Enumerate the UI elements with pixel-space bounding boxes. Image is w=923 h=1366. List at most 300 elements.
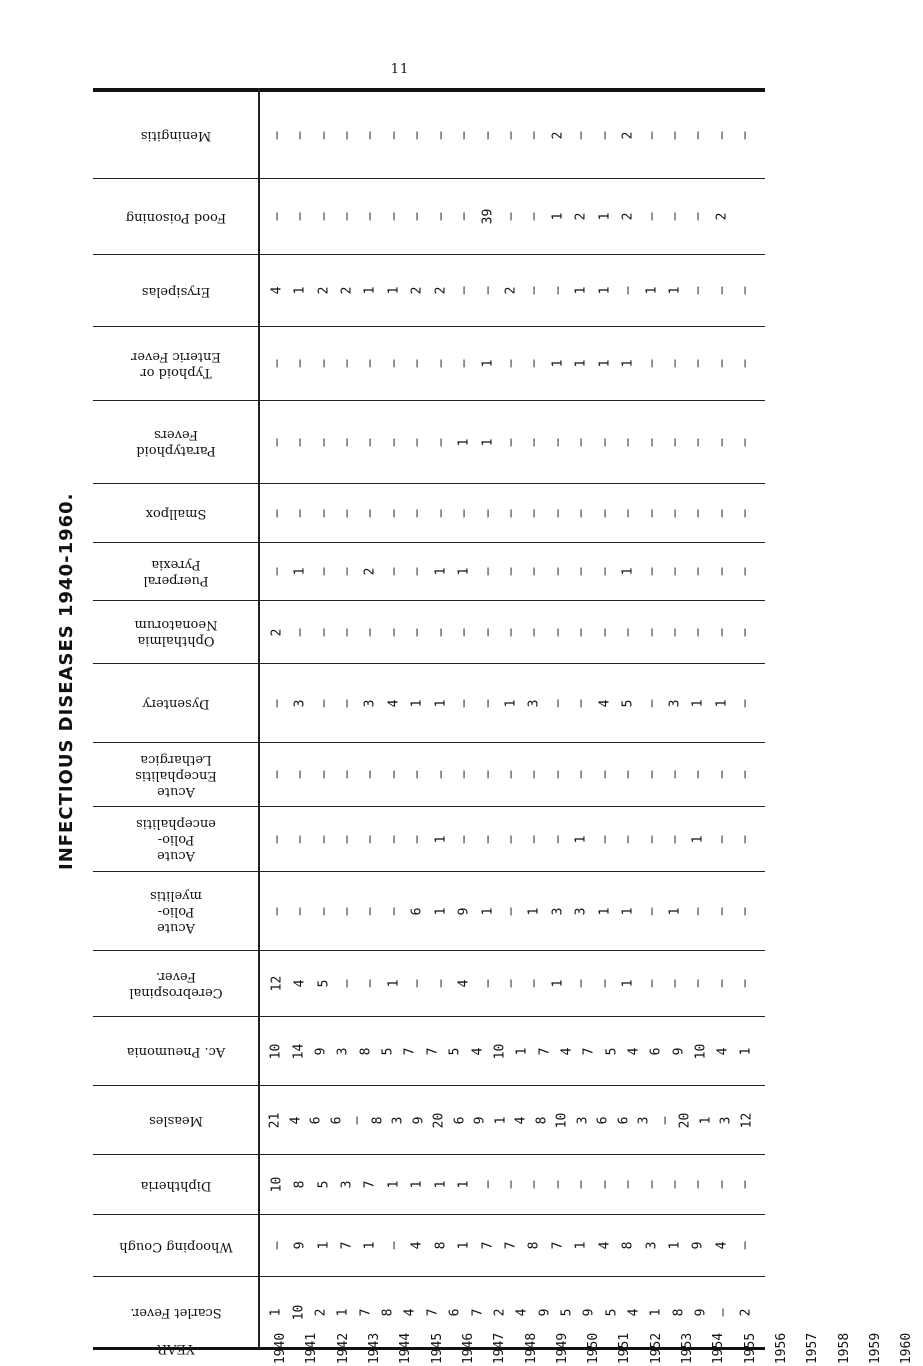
cell-value: — xyxy=(503,907,519,915)
table-cell xyxy=(616,1155,639,1214)
row-header xyxy=(93,1215,258,1276)
cell-value: 1 xyxy=(480,438,496,446)
table-cell xyxy=(382,1155,405,1214)
table-bottom-rule xyxy=(93,1347,765,1350)
cell-value: 1 xyxy=(526,907,542,915)
cell-value: — xyxy=(456,359,472,368)
cell-value: — xyxy=(339,438,355,446)
cell-value: 6 xyxy=(616,1116,632,1124)
row-values xyxy=(265,1155,757,1214)
table-cell xyxy=(476,743,499,806)
row-values xyxy=(265,1017,757,1085)
cell-value: 1 xyxy=(667,907,683,915)
cell-value: 1 xyxy=(503,699,519,707)
table-cell xyxy=(429,484,452,542)
table-cell xyxy=(523,664,546,742)
cell-value: — xyxy=(456,212,472,221)
table-cell xyxy=(614,1086,635,1154)
cell-value: 3 xyxy=(292,699,308,707)
table-cell xyxy=(710,807,733,871)
cell-value: — xyxy=(362,212,378,221)
table-cell xyxy=(429,1086,450,1154)
cell-value: — xyxy=(643,907,659,915)
table-cell xyxy=(616,807,639,871)
cell-value: — xyxy=(456,835,472,843)
cell-value: — xyxy=(433,628,449,636)
table-cell xyxy=(710,255,733,326)
table-cell xyxy=(470,1086,491,1154)
table-cell xyxy=(663,179,686,254)
table-cell xyxy=(499,1155,522,1214)
header-line: Acute xyxy=(156,920,195,935)
cell-value: — xyxy=(362,131,378,139)
cell-value: — xyxy=(409,770,425,779)
cell-value: — xyxy=(480,131,496,139)
table-row xyxy=(93,1276,765,1347)
cell-value: 4 xyxy=(714,1241,730,1250)
table-cell xyxy=(616,179,639,254)
cell-value: — xyxy=(667,438,683,446)
cell-value: 5 xyxy=(620,699,636,707)
cell-value: 2 xyxy=(433,286,449,295)
row-values xyxy=(265,664,757,742)
cell-value: — xyxy=(526,979,542,988)
cell-value: — xyxy=(339,699,355,707)
table-cell xyxy=(663,743,686,806)
cell-value: — xyxy=(667,979,683,988)
header-line: Puerperal xyxy=(142,572,209,588)
cell-value: — xyxy=(433,131,449,139)
cell-value: — xyxy=(386,567,402,576)
cell-value: 1 xyxy=(714,699,730,707)
cell-value: 10 xyxy=(693,1043,709,1059)
table-cell xyxy=(593,951,616,1016)
table-cell xyxy=(476,255,499,326)
table-cell xyxy=(429,601,452,663)
row-header xyxy=(93,1086,258,1154)
cell-value: 10 xyxy=(268,1043,284,1059)
cell-value: 2 xyxy=(492,1308,508,1316)
cell-value: — xyxy=(690,907,706,915)
row-header-label xyxy=(125,209,225,225)
table-cell xyxy=(406,179,429,254)
cell-value: — xyxy=(480,628,496,636)
cell-value: — xyxy=(316,359,332,368)
cell-value: — xyxy=(667,770,683,779)
header-line: Erysipelas xyxy=(141,283,210,299)
table-cell xyxy=(476,543,499,600)
cell-value: — xyxy=(292,770,308,779)
table-cell xyxy=(335,872,358,950)
cell-value: 1 xyxy=(738,1047,754,1055)
table-cell xyxy=(616,92,639,178)
table-cell xyxy=(523,1155,546,1214)
table-cell xyxy=(690,1017,712,1085)
cell-value: — xyxy=(503,770,519,779)
cell-value: — xyxy=(480,699,496,707)
cell-value: 4 xyxy=(409,1241,425,1250)
cell-value: — xyxy=(690,212,706,221)
table-cell xyxy=(687,92,710,178)
table-cell xyxy=(569,401,592,483)
table-cell xyxy=(335,401,358,483)
table-cell xyxy=(476,1155,499,1214)
table-cell xyxy=(359,179,382,254)
table-cell xyxy=(429,951,452,1016)
cell-value: — xyxy=(737,1180,753,1189)
row-header-label xyxy=(140,1177,211,1193)
cell-value: 2 xyxy=(714,212,730,221)
cell-value: — xyxy=(503,628,519,636)
header-line: Whooping Cough xyxy=(118,1238,233,1254)
table-cell xyxy=(327,1086,348,1154)
table-cell xyxy=(359,743,382,806)
header-line: Polio- xyxy=(157,832,194,847)
table-cell xyxy=(640,179,663,254)
cell-value: 1 xyxy=(698,1116,714,1124)
table-cell xyxy=(523,743,546,806)
cell-value: 1 xyxy=(667,286,683,295)
row-header xyxy=(93,601,258,663)
row-values xyxy=(265,807,757,871)
table-cell xyxy=(616,951,639,1016)
table-cell xyxy=(546,1155,569,1214)
table-cell xyxy=(452,1215,475,1276)
cell-value: 6 xyxy=(308,1116,324,1124)
cell-value: — xyxy=(409,212,425,221)
table-cell xyxy=(288,484,311,542)
table-cell xyxy=(593,1155,616,1214)
cell-value: — xyxy=(503,438,519,446)
cell-value: — xyxy=(690,438,706,446)
cell-value: 7 xyxy=(550,1241,566,1250)
row-header-label xyxy=(129,968,222,1000)
cell-value: 1 xyxy=(292,567,308,576)
table-cell xyxy=(312,743,335,806)
cell-value: — xyxy=(503,835,519,843)
row-header-label xyxy=(145,505,206,521)
table-cell xyxy=(406,807,429,871)
cell-value: — xyxy=(503,509,519,517)
cell-value: — xyxy=(316,438,332,446)
cell-value: 8 xyxy=(380,1308,396,1316)
table-cell xyxy=(523,601,546,663)
table-cell xyxy=(546,951,569,1016)
cell-value: — xyxy=(292,438,308,446)
table-cell xyxy=(312,327,335,400)
row-header xyxy=(93,664,258,742)
table-cell xyxy=(546,92,569,178)
cell-value: 1 xyxy=(648,1308,664,1316)
table-cell xyxy=(452,743,475,806)
cell-value: — xyxy=(550,1180,566,1189)
row-values xyxy=(265,601,757,663)
cell-value: 7 xyxy=(536,1047,552,1055)
table-cell xyxy=(710,179,733,254)
row-header xyxy=(93,807,258,871)
cell-value: 1 xyxy=(550,979,566,988)
table-cell xyxy=(546,255,569,326)
cell-value: 5 xyxy=(604,1047,620,1055)
cell-value: 21 xyxy=(267,1112,283,1128)
cell-value: 10 xyxy=(291,1304,307,1320)
cell-value: 1 xyxy=(597,359,613,368)
table-cell xyxy=(640,1215,663,1276)
table-cell xyxy=(696,1086,717,1154)
cell-value: 3 xyxy=(573,907,589,915)
table-cell xyxy=(616,601,639,663)
cell-value: — xyxy=(316,907,332,915)
table-cell xyxy=(359,872,382,950)
cell-value: — xyxy=(526,212,542,221)
table-cell xyxy=(569,179,592,254)
table-cell xyxy=(429,807,452,871)
table-cell xyxy=(452,1155,475,1214)
table-cell xyxy=(710,1155,733,1214)
table-cell xyxy=(687,743,710,806)
table-cell xyxy=(663,872,686,950)
cell-value: — xyxy=(714,979,730,988)
table-cell xyxy=(733,951,756,1016)
table-cell xyxy=(640,872,663,950)
cell-value: 2 xyxy=(620,212,636,221)
table-cell xyxy=(429,401,452,483)
cell-value: 1 xyxy=(292,286,308,295)
table-cell xyxy=(640,601,663,663)
cell-value: 9 xyxy=(693,1308,709,1316)
table-cell xyxy=(663,327,686,400)
cell-value: — xyxy=(643,131,659,139)
table-cell xyxy=(359,951,382,1016)
cell-value: — xyxy=(573,699,589,707)
header-line: myelitis xyxy=(149,888,202,903)
cell-value: — xyxy=(737,770,753,779)
table-cell xyxy=(593,179,616,254)
cell-value: — xyxy=(362,509,378,517)
cell-value: — xyxy=(339,770,355,779)
table-cell xyxy=(523,807,546,871)
table-cell xyxy=(499,327,522,400)
cell-value: — xyxy=(620,509,636,517)
table-cell xyxy=(359,484,382,542)
table-cell xyxy=(312,1155,335,1214)
cell-value: 9 xyxy=(411,1116,427,1124)
table-cell xyxy=(556,1017,578,1085)
cell-value: — xyxy=(643,359,659,368)
cell-value: — xyxy=(409,567,425,576)
table-cell xyxy=(476,807,499,871)
cell-value: — xyxy=(573,770,589,779)
table-cell xyxy=(616,872,639,950)
table-cell xyxy=(710,951,733,1016)
table-cell xyxy=(663,601,686,663)
table-cell xyxy=(288,327,311,400)
row-header xyxy=(93,1155,258,1214)
table-cell xyxy=(312,807,335,871)
table-row xyxy=(93,806,765,871)
cell-value: 1 xyxy=(456,1180,472,1189)
cell-value: — xyxy=(573,567,589,576)
table-cell xyxy=(476,951,499,1016)
cell-value: — xyxy=(316,131,332,139)
cell-value: — xyxy=(597,131,613,139)
table-cell xyxy=(382,1215,405,1276)
table-cell xyxy=(452,179,475,254)
cell-value: 6 xyxy=(648,1047,664,1055)
cell-value: 4 xyxy=(469,1047,485,1055)
table-row xyxy=(93,1154,765,1214)
cell-value: — xyxy=(362,438,378,446)
table-cell xyxy=(288,1155,311,1214)
table-cell xyxy=(335,1155,358,1214)
header-line: Fevers xyxy=(153,427,198,442)
table-cell xyxy=(523,543,546,600)
table-cell xyxy=(265,179,288,254)
table-cell xyxy=(476,401,499,483)
table-cell xyxy=(546,807,569,871)
table-cell xyxy=(712,1017,734,1085)
table-cell xyxy=(640,807,663,871)
cell-value: — xyxy=(316,212,332,221)
table-cell xyxy=(382,951,405,1016)
table-cell xyxy=(382,543,405,600)
cell-value: — xyxy=(339,359,355,368)
cell-value: — xyxy=(409,628,425,636)
table-cell xyxy=(523,401,546,483)
cell-value: — xyxy=(362,907,378,915)
cell-value: — xyxy=(643,438,659,446)
cell-value: — xyxy=(550,438,566,446)
table-cell xyxy=(710,743,733,806)
table-cell xyxy=(359,1155,382,1214)
cell-value: — xyxy=(550,567,566,576)
cell-value: — xyxy=(714,131,730,139)
table-cell xyxy=(663,1155,686,1214)
cell-value: — xyxy=(362,835,378,843)
table-cell xyxy=(573,1086,594,1154)
table-row xyxy=(93,1016,765,1085)
cell-value: — xyxy=(643,835,659,843)
table-cell xyxy=(710,327,733,400)
table-cell xyxy=(265,1086,286,1154)
row-header-label xyxy=(150,887,202,935)
cell-value: 3 xyxy=(718,1116,734,1124)
table-cell xyxy=(265,1155,288,1214)
table-cell xyxy=(406,484,429,542)
cell-value: — xyxy=(269,567,285,576)
table-cell xyxy=(593,664,616,742)
cell-value: — xyxy=(316,628,332,636)
table-cell xyxy=(335,951,358,1016)
cell-value: — xyxy=(737,438,753,446)
cell-value: 1 xyxy=(573,359,589,368)
cell-value: — xyxy=(597,1180,613,1189)
table-cell xyxy=(546,327,569,400)
table-cell xyxy=(335,664,358,742)
cell-value: 7 xyxy=(362,1180,378,1189)
cell-value: 8 xyxy=(370,1116,386,1124)
cell-value: — xyxy=(690,770,706,779)
table-cell xyxy=(312,401,335,483)
table-cell xyxy=(335,327,358,400)
table-cell xyxy=(429,255,452,326)
cell-value: — xyxy=(620,438,636,446)
cell-value: — xyxy=(573,979,589,988)
header-line: Cerebrospinal xyxy=(128,984,223,1000)
header-line: Acute xyxy=(156,783,195,799)
cell-value: — xyxy=(737,509,753,517)
header-line: encephalitis xyxy=(135,816,216,831)
table-cell xyxy=(687,179,710,254)
cell-value: 4 xyxy=(402,1308,418,1316)
table-row xyxy=(93,600,765,663)
cell-value: 4 xyxy=(288,1116,304,1124)
header-line: Paratyphoid xyxy=(135,443,216,458)
table-cell xyxy=(288,807,311,871)
row-header xyxy=(93,179,258,254)
table-cell xyxy=(312,1215,335,1276)
table-cell xyxy=(452,664,475,742)
cell-value: 20 xyxy=(431,1112,447,1128)
cell-value: — xyxy=(339,628,355,636)
cell-value: — xyxy=(503,359,519,368)
row-header-label xyxy=(142,695,209,711)
cell-value: 5 xyxy=(604,1308,620,1316)
cell-value: 4 xyxy=(292,979,308,988)
table-cell xyxy=(687,951,710,1016)
cell-value: — xyxy=(386,131,402,139)
table-row xyxy=(93,178,765,254)
cell-value: 7 xyxy=(425,1047,441,1055)
table-cell xyxy=(476,664,499,742)
cell-value: 1960 xyxy=(899,1332,915,1364)
cell-value: — xyxy=(480,770,496,779)
table-cell xyxy=(265,401,288,483)
header-line: Acute xyxy=(156,848,195,863)
table-cell xyxy=(406,543,429,600)
header-line: Dysentery xyxy=(142,696,209,711)
cell-value: — xyxy=(690,979,706,988)
cell-value: — xyxy=(409,131,425,139)
table-cell xyxy=(569,601,592,663)
table-cell xyxy=(312,664,335,742)
table-cell xyxy=(359,601,382,663)
table-cell xyxy=(335,601,358,663)
table-cell xyxy=(491,1086,512,1154)
cell-value: 2 xyxy=(339,286,355,295)
cell-value: 8 xyxy=(526,1241,542,1250)
table-cell xyxy=(265,327,288,400)
cell-value: 2 xyxy=(362,567,378,576)
cell-value: — xyxy=(316,509,332,517)
cell-value: 1 xyxy=(597,286,613,295)
table-cell xyxy=(710,872,733,950)
cell-value: — xyxy=(550,699,566,707)
table-cell xyxy=(335,543,358,600)
table-cell xyxy=(569,484,592,542)
cell-value: — xyxy=(526,286,542,295)
cell-value: — xyxy=(386,907,402,915)
table-cell xyxy=(288,179,311,254)
cell-value: — xyxy=(526,1180,542,1189)
cell-value: 2 xyxy=(409,286,425,295)
table-cell xyxy=(593,1215,616,1276)
table-cell xyxy=(287,1017,309,1085)
table-row xyxy=(93,326,765,400)
cell-value: 10 xyxy=(554,1112,570,1128)
table-cell xyxy=(359,327,382,400)
cell-value: — xyxy=(480,286,496,295)
